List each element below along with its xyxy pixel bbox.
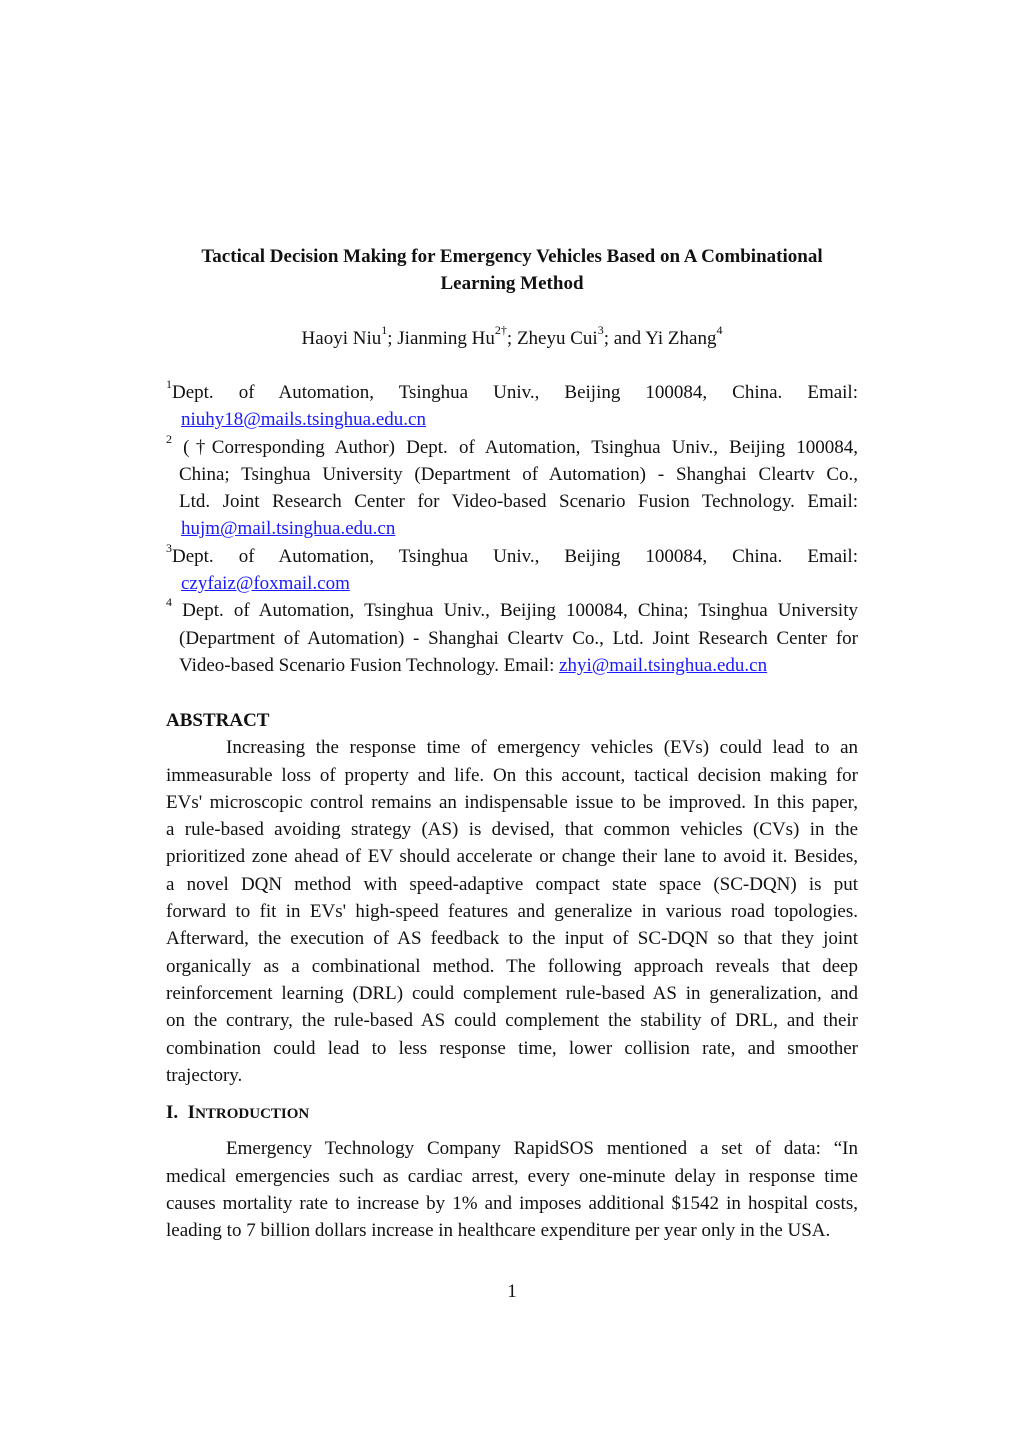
- abstract-section: [166, 707, 858, 1089]
- affiliations: [166, 379, 858, 679]
- author-sup: 2†: [494, 323, 507, 337]
- abstract-line: combination could lead to less response time, lower collision rate, and smoother: [166, 1037, 858, 1059]
- abstract-line: forward to fit in EVs' high-speed features and generalize in various road topologies.: [166, 901, 858, 923]
- affiliation-text: (†Corresponding Author) Dept. of Automation, Tsinghua Univ., Beijing 100084,: [172, 436, 858, 458]
- heading-cap: I: [187, 1102, 196, 1123]
- abstract-line: EVs' microscopic control remains an indispensable issue to be improved. In this paper,: [166, 791, 858, 813]
- introduction-heading: [166, 1099, 858, 1126]
- author-name: Zheyu Cui: [516, 328, 598, 349]
- author-name: Haoyi Niu: [301, 328, 382, 349]
- abstract-line: a rule-based avoiding strategy (AS) is devised, that common vehicles (CVs) in the: [166, 819, 858, 841]
- email-link[interactable]: zhyi@mail.tsinghua.edu.cn: [559, 654, 768, 676]
- abstract-line: reinforcement learning (DRL) could complement rule-based AS in generalization, and: [166, 982, 858, 1004]
- author-sep: ; and: [603, 328, 646, 349]
- affiliation-text: Dept. of Automation, Tsinghua Univ., Beijing 100084, China. Email:: [172, 545, 858, 567]
- introduction-line: causes mortality rate to increase by 1% and imposes additional $1542 in hospital costs,: [166, 1192, 858, 1214]
- affiliation-text: China; Tsinghua University (Department of Automation) - Shanghai Cleartv Co.,: [179, 463, 858, 485]
- title-line-2: Learning Method: [440, 273, 584, 294]
- affiliation-sup: 4: [166, 595, 172, 610]
- paper-title: [0, 243, 1024, 297]
- introduction-line: medical emergencies such as cardiac arrest, every one-minute delay in response time: [166, 1165, 858, 1187]
- affiliation-line: [166, 570, 858, 597]
- author-sup: 3: [597, 323, 604, 337]
- affiliation-text: Video-based Scenario Fusion Technology. Email:: [179, 654, 560, 676]
- abstract-line: on the contrary, the rule-based AS could complement the stability of DRL, and their: [166, 1010, 858, 1032]
- introduction-section: [166, 1099, 858, 1244]
- email-link[interactable]: czyfaiz@foxmail.com: [181, 573, 350, 595]
- heading-rest: NTRODUCTION: [195, 1106, 310, 1122]
- affiliation-line: [166, 515, 858, 542]
- affiliation-text: (Department of Automation) - Shanghai Cleartv Co., Ltd. Joint Research Center for: [179, 627, 858, 649]
- introduction-line: Emergency Technology Company RapidSOS mentioned a set of data: “In: [226, 1138, 858, 1160]
- author-name: Yi Zhang: [645, 328, 717, 349]
- title-line-1: Tactical Decision Making for Emergency Vehicles Based on A Combinational: [201, 246, 823, 267]
- affiliation-sup: 3: [166, 540, 172, 555]
- email-link[interactable]: hujm@mail.tsinghua.edu.cn: [181, 518, 396, 540]
- author-name: Jianming Hu: [397, 328, 495, 349]
- author-list: [0, 325, 1024, 352]
- abstract-line: Afterward, the execution of AS feedback to the input of SC-DQN so that they joint: [166, 928, 858, 950]
- page-number: 1: [507, 1281, 517, 1302]
- affiliation-line: [166, 431, 858, 461]
- affiliation-line: [166, 540, 858, 570]
- affiliation-line: [166, 488, 858, 515]
- affiliation-sup: 2: [166, 431, 172, 446]
- affiliation-sup: 1: [166, 377, 172, 391]
- author-sup: 1: [381, 323, 388, 337]
- author-sep: ;: [506, 328, 517, 349]
- abstract-line: trajectory.: [166, 1064, 243, 1086]
- affiliation-line: [166, 652, 858, 679]
- affiliation-line: [166, 406, 858, 433]
- introduction-line: leading to 7 billion dollars increase in healthcare expenditure per year only in the USA.: [166, 1220, 831, 1242]
- abstract-line: immeasurable loss of property and life. On this account, tactical decision making for: [166, 764, 858, 786]
- affiliation-text: Dept. of Automation, Tsinghua Univ., Beijing 100084, China. Email:: [172, 382, 858, 403]
- section-number: I.: [166, 1102, 179, 1123]
- abstract-line: a novel DQN method with speed-adaptive compact state space (SC-DQN) is put: [166, 873, 858, 895]
- abstract-heading: ABSTRACT: [166, 710, 270, 731]
- abstract-line: Increasing the response time of emergency vehicles (EVs) could lead to an: [226, 737, 858, 759]
- email-link[interactable]: niuhy18@mails.tsinghua.edu.cn: [181, 409, 426, 431]
- affiliation-text: Dept. of Automation, Tsinghua Univ., Beijing 100084, China; Tsinghua University: [172, 600, 858, 622]
- affiliation-line: [166, 379, 858, 406]
- abstract-line: organically as a combinational method. The following approach reveals that deep: [166, 955, 858, 977]
- affiliation-line: [166, 461, 858, 488]
- affiliation-line: [166, 597, 858, 624]
- affiliation-line: [166, 625, 858, 652]
- author-sep: ;: [387, 328, 398, 349]
- author-sup: 4: [716, 323, 723, 337]
- affiliation-text: Ltd. Joint Research Center for Video-based Scenario Fusion Technology. Email:: [179, 491, 858, 513]
- abstract-line: prioritized zone ahead of EV should accelerate or change their lane to avoid it. Besides,: [166, 846, 858, 868]
